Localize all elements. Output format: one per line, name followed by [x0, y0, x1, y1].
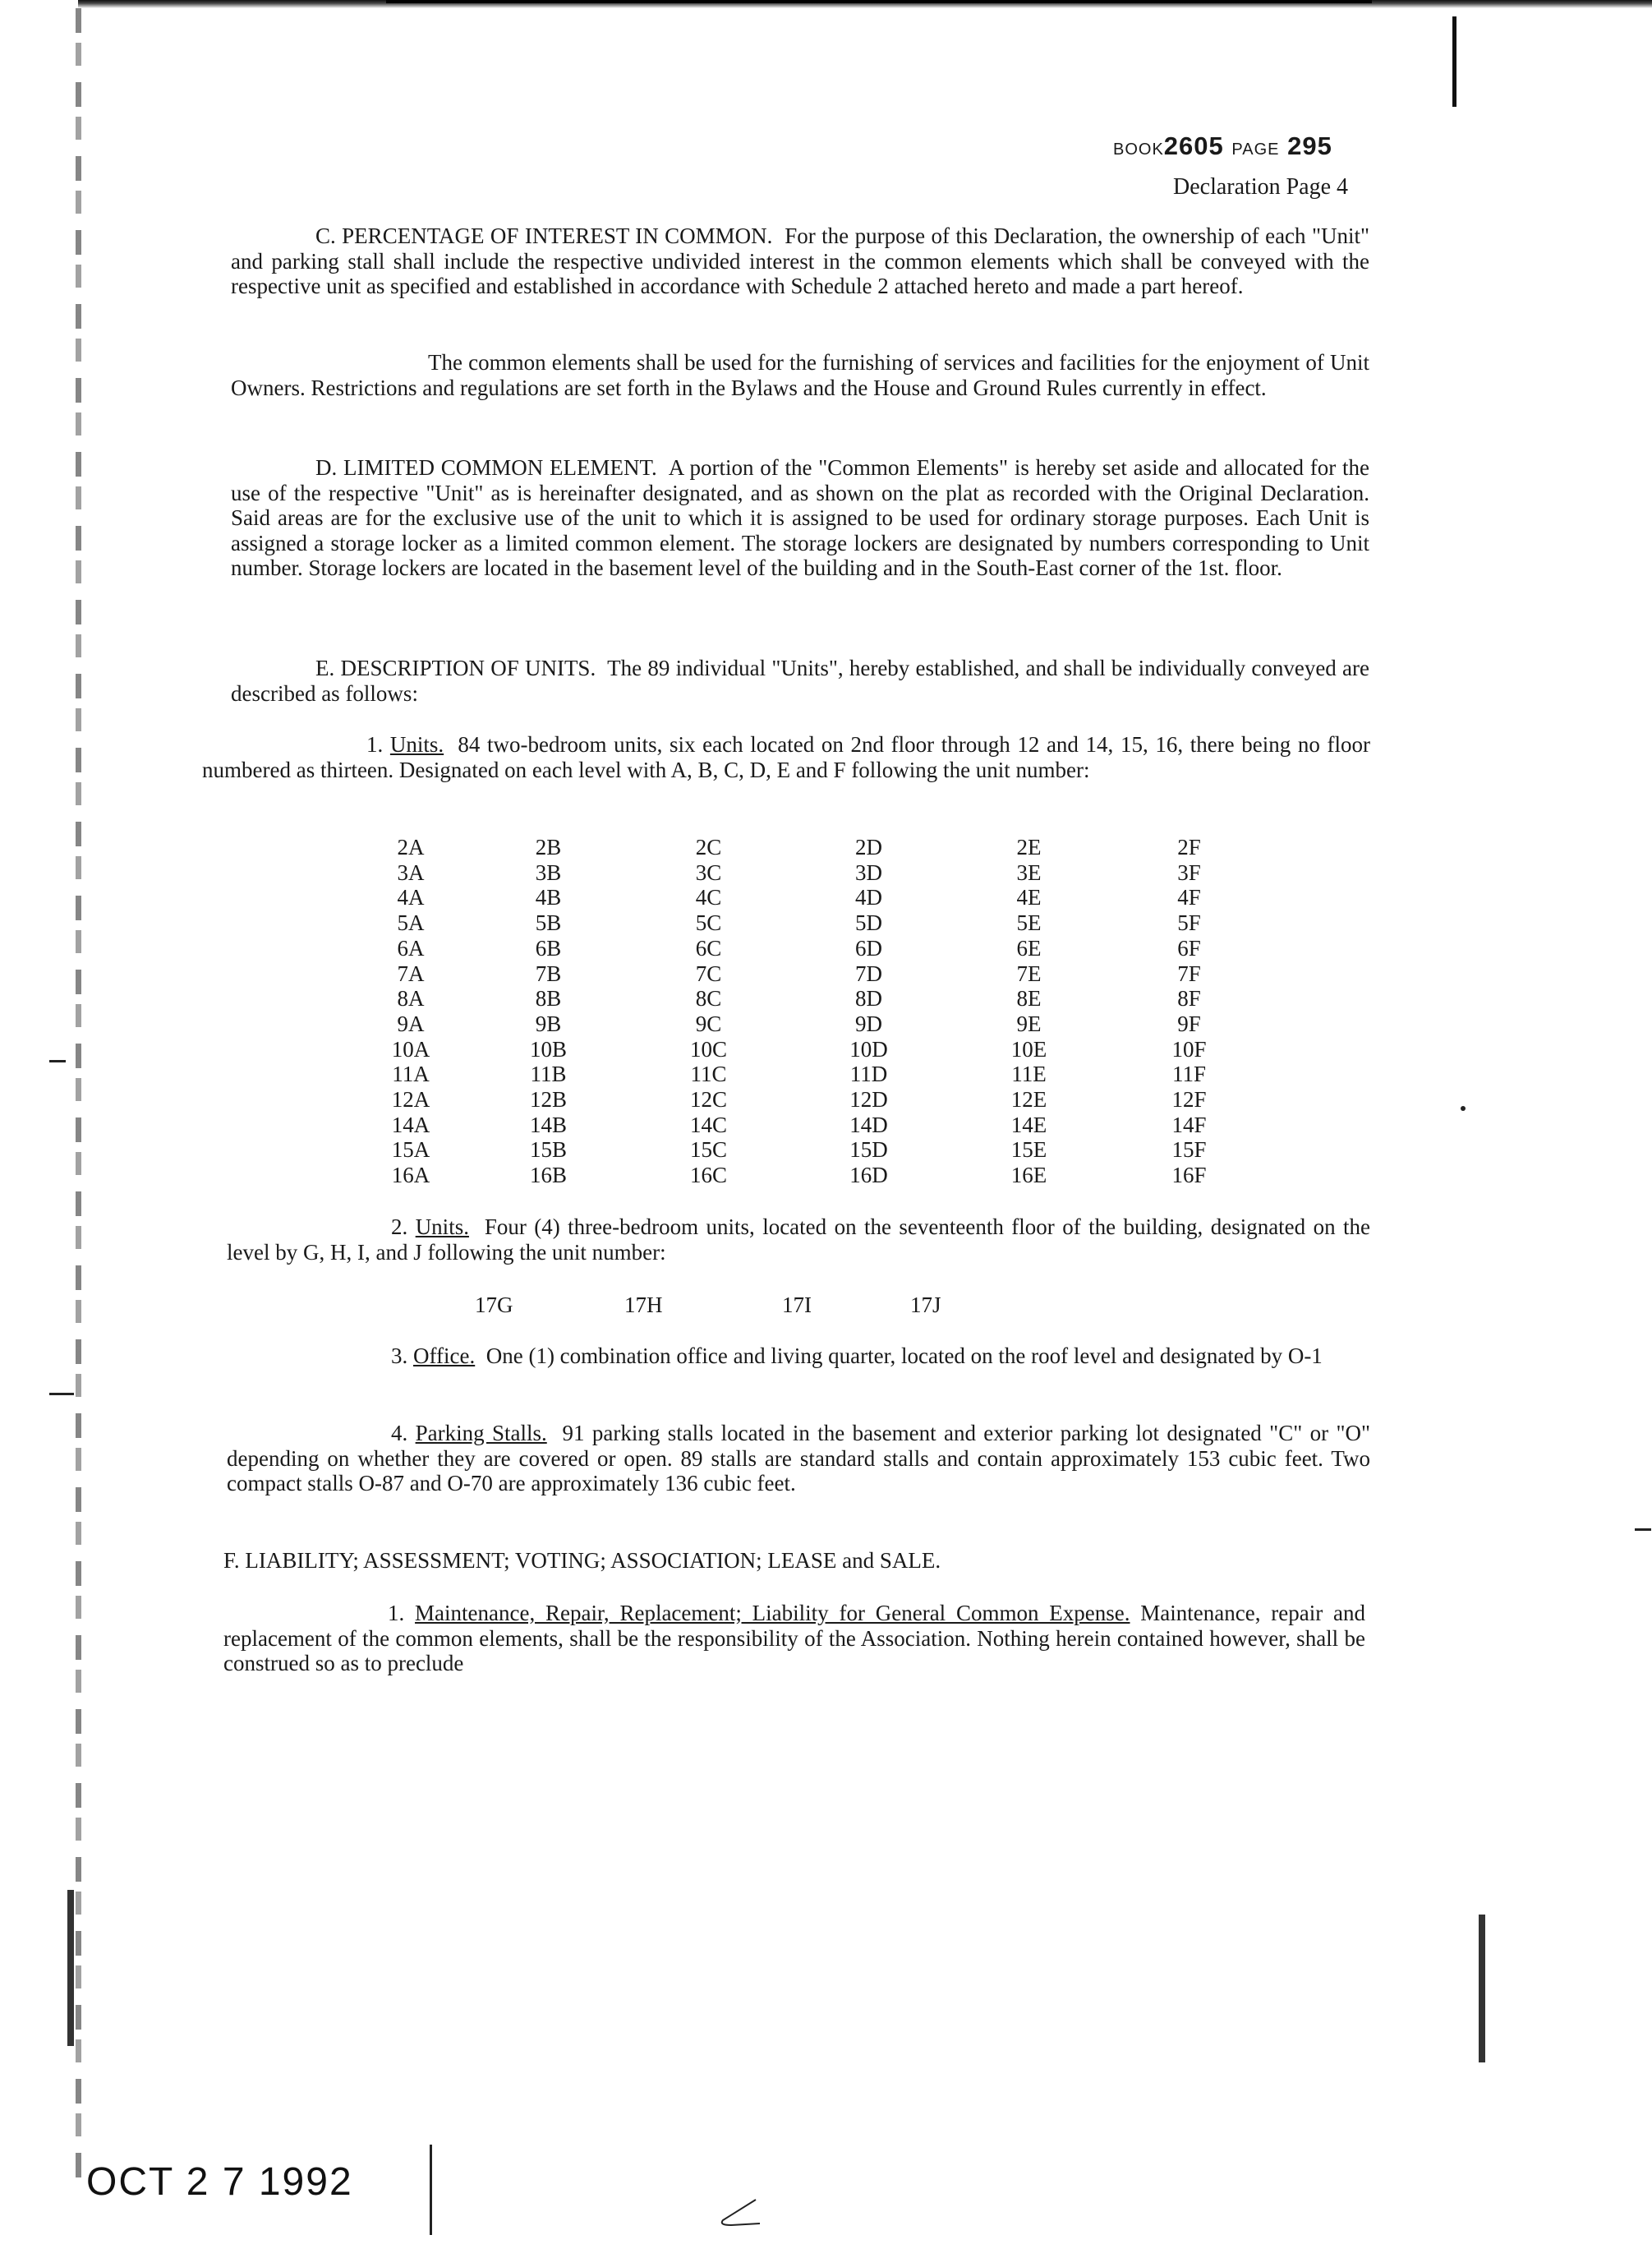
unit-cell: 5A — [397, 910, 425, 936]
unit-table-row — [353, 1037, 1269, 1062]
unit-cell: 5F — [1177, 910, 1201, 936]
unit-table-row — [353, 1137, 1269, 1163]
unit-cell: 10A — [391, 1036, 430, 1062]
unit-cell: 8A — [397, 986, 425, 1011]
section-c-title: C. PERCENTAGE OF INTEREST IN COMMON. — [315, 223, 773, 248]
unit-cell: 6D — [855, 935, 882, 961]
unit-cell: 9D — [855, 1011, 882, 1036]
unit-cell: 4D — [855, 885, 882, 910]
unit-cell: 8C — [695, 986, 722, 1011]
unit-17h: 17H — [624, 1293, 663, 1317]
unit-cell: 5D — [855, 910, 882, 936]
unit-cell: 8E — [1016, 986, 1042, 1011]
section-d-body: A portion of the "Common Elements" is hereby set aside and allocated for the use of the respective "Unit" as is hereinafter designated, and as shown on the plat as recorded with the Original Declaration. Said areas are for the exclusive use of the unit to which it is assigned to be used for ordinary storage purposes. Each Unit is assigned a storage locker as a limited common element. The storage lockers are designated by numbers corresponding to Unit number. Storage lockers are located in the basement level of the building and in the South-East corner of the 1st. floor. — [231, 455, 1369, 580]
unit-cell: 5B — [535, 910, 562, 936]
unit-cell: 2D — [855, 835, 882, 859]
unit-cell: 12C — [689, 1087, 727, 1113]
unit-cell: 4B — [535, 885, 562, 910]
scan-vertical-mark — [430, 2145, 432, 2235]
unit-cell: 12F — [1171, 1087, 1207, 1113]
section-c — [231, 223, 1369, 299]
section-e-1-number: 1. — [366, 732, 384, 757]
unit-cell: 12E — [1010, 1087, 1047, 1113]
page-prefix: PAGE — [1231, 141, 1280, 159]
section-e-1-label: Units. — [389, 732, 444, 757]
unit-cell: 10D — [849, 1036, 888, 1062]
unit-cell: 7D — [855, 961, 882, 986]
unit-cell: 15C — [689, 1137, 727, 1163]
unit-cell: 4E — [1016, 885, 1042, 910]
section-f-1-label: Maintenance, Repair, Replacement; Liability for General Common Expense. — [415, 1601, 1130, 1625]
unit-cell: 2B — [535, 835, 562, 859]
scan-edge-right — [1452, 16, 1456, 107]
unit-cell: 11C — [690, 1062, 727, 1087]
unit-cell: 9F — [1177, 1011, 1201, 1036]
unit-cell: 6E — [1016, 935, 1042, 961]
unit-17j: 17J — [910, 1293, 941, 1317]
unit-cell: 10E — [1010, 1036, 1047, 1062]
unit-cell: 9A — [397, 1011, 425, 1036]
unit-cell: 11A — [392, 1062, 430, 1087]
unit-cell: 3F — [1177, 859, 1201, 885]
recording-date-stamp: OCT 2 7 1992 — [86, 2160, 353, 2204]
unit-table-row — [353, 1113, 1269, 1138]
unit-cell: 16F — [1171, 1163, 1207, 1188]
scan-dot — [1461, 1106, 1466, 1111]
unit-17i: 17I — [782, 1293, 812, 1317]
unit-cell: 10F — [1171, 1036, 1207, 1062]
unit-17g: 17G — [475, 1293, 513, 1317]
section-f-title: F. LIABILITY; ASSESSMENT; VOTING; ASSOCIATION; LEASE and SALE. — [223, 1548, 941, 1573]
unit-cell: 16A — [391, 1163, 430, 1188]
section-e-3 — [227, 1343, 1370, 1369]
unit-cell: 5E — [1016, 910, 1042, 936]
unit-cell: 14E — [1010, 1112, 1047, 1137]
section-e-1-body: 84 two-bedroom units, six each located on 2nd floor through 12 and 14, 15, 16, there being no floor numbered as thirteen. Designated on each level with A, B, C, D, E and F following the unit number: — [202, 732, 1371, 782]
unit-cell: 8D — [855, 986, 882, 1011]
unit-cell: 11E — [1011, 1062, 1047, 1087]
unit-cell: 15E — [1010, 1137, 1047, 1163]
unit-table-row — [353, 835, 1269, 860]
section-e-4-number: 4. — [391, 1421, 408, 1445]
section-e-3-number: 3. — [391, 1343, 408, 1368]
unit-cell: 11B — [530, 1062, 567, 1087]
unit-cell: 3A — [397, 859, 425, 885]
scan-mark — [49, 1060, 66, 1062]
section-d-title: D. LIMITED COMMON ELEMENT. — [315, 455, 657, 480]
unit-cell: 8F — [1177, 986, 1201, 1011]
unit-cell: 7A — [397, 961, 425, 986]
unit-cell: 7E — [1016, 961, 1042, 986]
unit-cell: 8B — [535, 986, 562, 1011]
unit-cell: 14F — [1171, 1112, 1207, 1137]
unit-cell: 15B — [529, 1137, 567, 1163]
section-e-2 — [227, 1214, 1370, 1265]
unit-cell: 7B — [535, 961, 562, 986]
unit-cell: 14D — [849, 1112, 888, 1137]
unit-cell: 6B — [535, 935, 562, 961]
unit-cell: 6F — [1177, 935, 1201, 961]
unit-cell: 11D — [849, 1062, 888, 1087]
unit-table-row — [353, 1011, 1269, 1037]
unit-table-row — [353, 961, 1269, 987]
unit-table-row — [353, 1087, 1269, 1113]
section-e-2-body: Four (4) three-bedroom units, located on the seventeenth floor of the building, designated on the level by G, H, I, and J following the unit number: — [227, 1214, 1371, 1265]
unit-table-row — [353, 860, 1269, 886]
unit-table-row — [353, 986, 1269, 1011]
declaration-page-label: Declaration Page 4 — [1173, 174, 1349, 200]
unit-cell: 14A — [391, 1112, 430, 1137]
unit-cell: 7F — [1177, 961, 1201, 986]
section-e-2-label: Units. — [415, 1214, 469, 1239]
section-c-paragraph-2 — [231, 350, 1369, 400]
section-e-body: The 89 individual "Units", hereby established, and shall be individually conveyed are described as follows: — [231, 656, 1369, 706]
unit-cell: 11F — [1171, 1062, 1206, 1087]
unit-cell: 4A — [397, 885, 425, 910]
section-e-3-body: One (1) combination office and living quarter, located on the roof level and designated by O-1 — [485, 1343, 1323, 1368]
unit-table-body — [353, 835, 1269, 1188]
unit-cell: 3E — [1016, 859, 1042, 885]
unit-cell: 10B — [529, 1036, 567, 1062]
unit-table-row — [353, 885, 1269, 910]
unit-cell: 6C — [695, 935, 722, 961]
page-number: 295 — [1287, 131, 1332, 160]
unit-cell: 4F — [1177, 885, 1201, 910]
section-e-title: E. DESCRIPTION OF UNITS. — [315, 656, 596, 680]
unit-cell: 9B — [535, 1011, 562, 1036]
unit-cell: 3B — [535, 859, 562, 885]
scan-edge-top-dark — [386, 0, 1372, 3]
unit-table-row — [353, 1062, 1269, 1087]
unit-cell: 15F — [1171, 1137, 1207, 1163]
unit-cell: 3D — [855, 859, 882, 885]
section-e-2-number: 2. — [391, 1214, 408, 1239]
unit-cell: 15D — [849, 1137, 888, 1163]
pen-scribble-mark — [715, 2196, 764, 2228]
unit-cell: 16C — [689, 1163, 727, 1188]
scan-mark — [1635, 1528, 1651, 1531]
unit-cell: 2E — [1016, 835, 1042, 859]
unit-cell: 6A — [397, 935, 425, 961]
section-c-body-2: The common elements shall be used for the furnishing of services and facilities for the enjoyment of Unit Owners. Restrictions and regulations are set forth in the Bylaws and the House and Ground Rules currently in effect. — [231, 350, 1369, 400]
section-e-4-body: 91 parking stalls located in the basement and exterior parking lot designated "C" or "O" depending on whether they are covered or open. 89 stalls are standard stalls and contain approximately 153 cubic feet. Two compact stalls O-87 and O-70 are approximately 136 cubic feet. — [227, 1421, 1370, 1495]
unit-cell: 9C — [695, 1011, 722, 1036]
unit-cell: 16E — [1010, 1163, 1047, 1188]
unit-cell: 12B — [529, 1087, 567, 1113]
section-f-1-body: Maintenance, repair and replacement of the common elements, shall be the responsibility of the Association. Nothing herein contained however, shall be construed so as to preclude — [223, 1601, 1366, 1675]
unit-table-row — [353, 936, 1269, 961]
section-e — [231, 656, 1369, 706]
unit-table-row — [353, 1163, 1269, 1188]
section-e-4-label: Parking Stalls. — [415, 1421, 547, 1445]
unit-cell: 3C — [695, 859, 722, 885]
section-d — [231, 455, 1369, 581]
unit-cell: 2C — [695, 835, 722, 859]
book-number: 2605 — [1163, 131, 1224, 160]
section-e-4 — [227, 1421, 1370, 1496]
scan-mark — [49, 1393, 74, 1395]
unit-cell: 2A — [397, 835, 425, 859]
scan-mark — [67, 1890, 74, 2046]
book-prefix: BOOK — [1113, 141, 1164, 159]
section-e-3-label: Office. — [413, 1343, 476, 1368]
scan-mark — [1479, 1915, 1485, 2062]
book-page-reference — [1113, 131, 1332, 161]
unit-cell: 4C — [695, 885, 722, 910]
unit-cell: 9E — [1016, 1011, 1042, 1036]
section-f-1-number: 1. — [388, 1601, 405, 1625]
scan-edge-left — [76, 8, 81, 2177]
section-f-1 — [223, 1601, 1365, 1676]
unit-cell: 16B — [529, 1163, 567, 1188]
unit-cell: 5C — [695, 910, 722, 936]
unit-cell: 12A — [391, 1087, 430, 1113]
unit-cell: 10C — [689, 1036, 727, 1062]
unit-designation-table — [353, 835, 1269, 1188]
unit-cell: 14B — [529, 1112, 567, 1137]
unit-cell: 15A — [391, 1137, 430, 1163]
unit-cell: 14C — [689, 1112, 727, 1137]
section-c-body: For the purpose of this Declaration, the ownership of each "Unit" and parking stall shall include the respective undivided interest in the common elements which shall be conveyed with the respective unit as specified and established in accordance with Schedule 2 attached hereto and made a part hereof. — [231, 223, 1369, 298]
section-e-1 — [202, 732, 1370, 782]
unit-cell: 16D — [849, 1163, 888, 1188]
unit-table-row — [353, 910, 1269, 936]
unit-cell: 7C — [695, 961, 722, 986]
unit-cell: 12D — [849, 1087, 888, 1113]
unit-cell: 2F — [1177, 835, 1201, 859]
